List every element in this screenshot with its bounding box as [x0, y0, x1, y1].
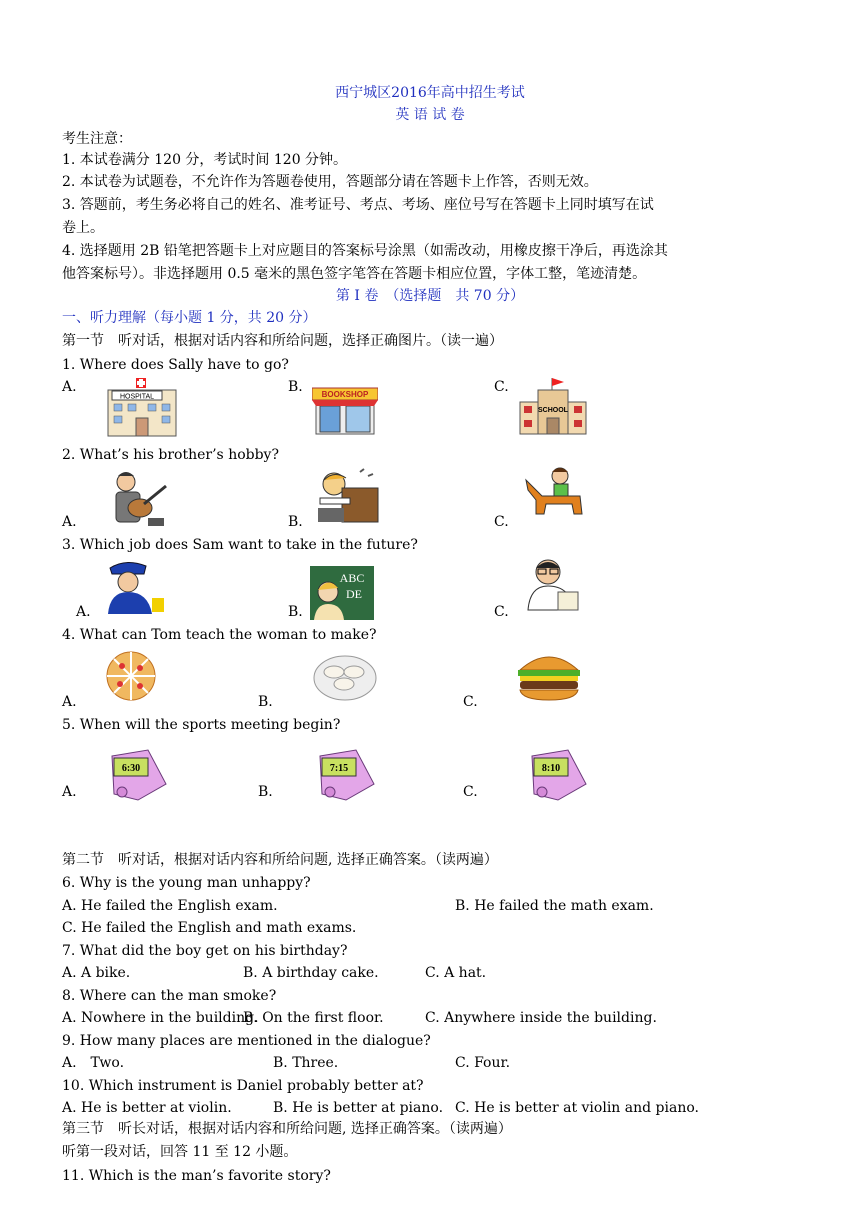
- dumplings-picture: [312, 652, 378, 702]
- pizza-picture: [100, 650, 162, 702]
- answer-option: B. Three.: [273, 1055, 339, 1071]
- answer-option: A. He is better at violin.: [62, 1100, 232, 1116]
- option-label: A.: [76, 604, 91, 620]
- option-label: B.: [288, 379, 303, 395]
- question-6: 6. Why is the young man unhappy?: [62, 875, 311, 891]
- option-label: B.: [288, 514, 303, 530]
- answer-option: A. Nowhere in the building.: [62, 1010, 259, 1026]
- section-heading: 第一节 听对话，根据对话内容和所给问题，选择正确图片。（读一遍）: [62, 333, 503, 349]
- option-label: C.: [463, 784, 478, 800]
- option-label: B.: [258, 784, 273, 800]
- clock-time: 6:30: [121, 763, 141, 774]
- piano-player-picture: [316, 468, 382, 524]
- option-label: A.: [62, 514, 77, 530]
- policeman-picture: [104, 558, 166, 614]
- question-3: 3. Which job does Sam want to take in the future?: [62, 537, 418, 553]
- answer-option: B. A birthday cake.: [243, 965, 379, 981]
- part-heading: 一、听力理解（每小题 1 分，共 20 分）: [62, 310, 317, 326]
- bookshop-sign: BOOKSHOP: [321, 390, 369, 399]
- section-intro: 听第一段对话，回答 11 至 12 小题。: [62, 1144, 298, 1160]
- question-9: 9. How many places are mentioned in the dialogue?: [62, 1033, 431, 1049]
- clock-picture: [104, 748, 168, 802]
- notice-item: 卷上。: [62, 220, 104, 236]
- clock-time: 7:15: [329, 763, 349, 774]
- option-label: C.: [494, 604, 509, 620]
- notice-item: 4. 选择题用 2B 铅笔把答题卡上对应题目的答案标号涂黑（如需改动，用橡皮擦干净后，再选涂其: [62, 243, 668, 259]
- exam-subtitle: 英 语 试 卷: [395, 107, 465, 123]
- question-8: 8. Where can the man smoke?: [62, 988, 277, 1004]
- question-5: 5. When will the sports meeting begin?: [62, 717, 341, 733]
- hamburger-picture: [518, 648, 580, 702]
- answer-option: C. A hat.: [425, 965, 487, 981]
- teacher-picture: [310, 566, 374, 620]
- question-4: 4. What can Tom teach the woman to make?: [62, 627, 377, 643]
- notice-item: 2. 本试卷为试题卷，不允许作为答题卷使用，答题部分请在答题卡上作答，否则无效。: [62, 174, 598, 190]
- guitar-player-picture: [104, 470, 170, 528]
- question-2: 2. What’s his brother’s hobby?: [62, 447, 279, 463]
- hospital-sign: HOSPITAL: [119, 393, 155, 401]
- clock-picture: [312, 748, 376, 802]
- notice-item: 他答案标号）。非选择题用 0.5 毫米的黑色签字笔答在答题卡相应位置，字体工整，笔迹清楚。: [62, 266, 647, 282]
- notice-item: 1. 本试卷满分 120 分，考试时间 120 分钟。: [62, 152, 348, 168]
- option-label: B.: [258, 694, 273, 710]
- bookshop-picture: [312, 384, 378, 436]
- section-heading: 第二节 听对话，根据对话内容和所给问题, 选择正确答案。（读两遍）: [62, 852, 498, 868]
- answer-option: B. He is better at piano.: [273, 1100, 444, 1116]
- answer-option: A. Two.: [62, 1055, 125, 1071]
- blackboard-text: ABC: [339, 571, 365, 585]
- question-11: 11. Which is the man’s favorite story?: [62, 1168, 331, 1184]
- answer-option: C. He is better at violin and piano.: [455, 1100, 699, 1116]
- hospital-picture: [106, 378, 178, 438]
- school-sign: SCHOOL: [538, 407, 568, 414]
- notice-item: 3. 答题前，考生务必将自己的姓名、准考证号、考点、考场、座位号写在答题卡上同时填写在试: [62, 197, 654, 213]
- clock-picture: [524, 748, 588, 802]
- answer-option: B. He failed the math exam.: [455, 898, 654, 914]
- school-picture: [518, 376, 588, 436]
- exam-title: 西宁城区2016年高中招生考试: [335, 85, 525, 101]
- section-heading: 第三节 听长对话，根据对话内容和所给问题, 选择正确答案。（读两遍）: [62, 1121, 512, 1137]
- doctor-picture: [524, 556, 586, 612]
- option-label: A.: [62, 694, 77, 710]
- option-label: A.: [62, 379, 77, 395]
- question-10: 10. Which instrument is Daniel probably better at?: [62, 1078, 424, 1094]
- question-1: 1. Where does Sally have to go?: [62, 357, 289, 373]
- volume-heading: 第 I 卷 （选择题 共 70 分）: [335, 288, 525, 304]
- answer-option: C. He failed the English and math exams.: [62, 920, 357, 936]
- answer-option: A. He failed the English exam.: [62, 898, 278, 914]
- horse-rider-picture: [522, 466, 588, 524]
- answer-option: B. On the first floor.: [243, 1010, 384, 1026]
- question-7: 7. What did the boy get on his birthday?: [62, 943, 348, 959]
- option-label: C.: [494, 379, 509, 395]
- blackboard-text: DE: [346, 587, 362, 601]
- answer-option: C. Anywhere inside the building.: [425, 1010, 657, 1026]
- option-label: A.: [62, 784, 77, 800]
- option-label: B.: [288, 604, 303, 620]
- answer-option: C. Four.: [455, 1055, 511, 1071]
- clock-time: 8:10: [541, 763, 561, 774]
- answer-option: A. A bike.: [62, 965, 131, 981]
- option-label: C.: [494, 514, 509, 530]
- notice-heading: 考生注意：: [62, 131, 132, 147]
- option-label: C.: [463, 694, 478, 710]
